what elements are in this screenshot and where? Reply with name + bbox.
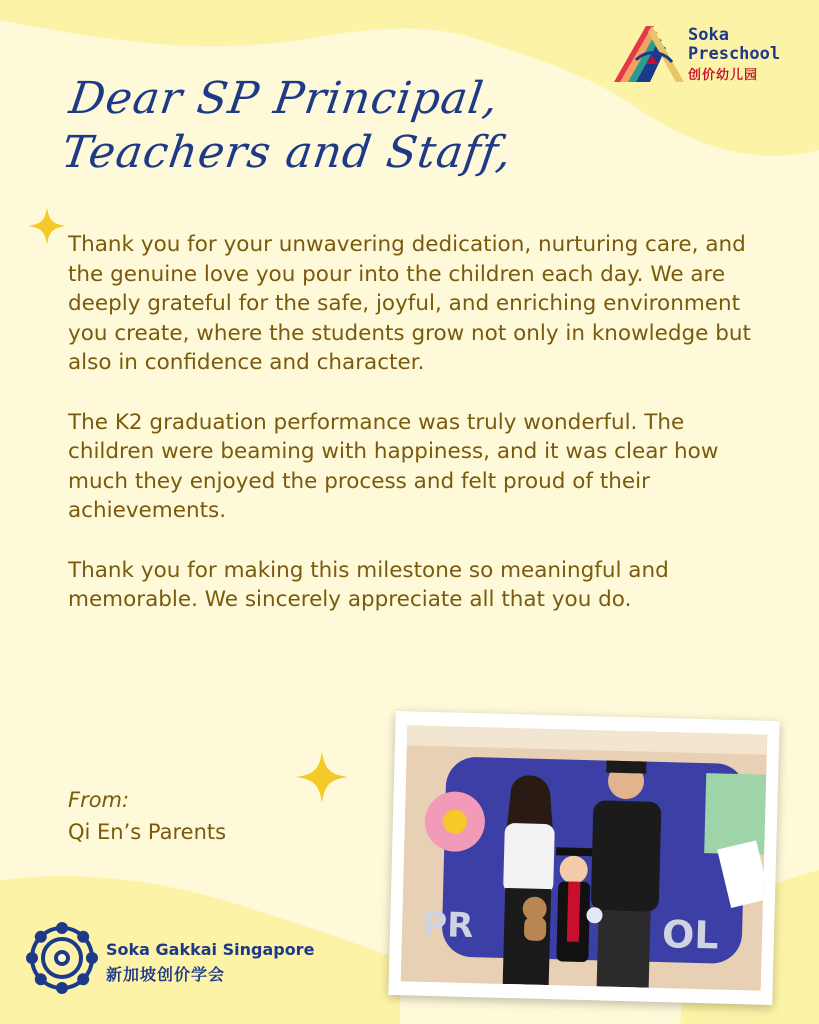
letter-paragraph-3: Thank you for making this milestone so meaningful and memorable. We sincerely appreciate all that you do. [68, 557, 669, 612]
from-label: From: [68, 788, 130, 812]
soka-gakkai-logo-icon [26, 922, 98, 994]
salutation-line-1: Dear SP Principal, [66, 73, 502, 124]
family-graduation-photo [401, 725, 768, 990]
soka-gakkai-name: Soka Gakkai Singapore [106, 940, 315, 959]
letter-paragraph-2: The K2 graduation performance was truly wonderful. The children were beaming with happiness, and it was clear how much they enjoyed the process and felt proud of their achievements. [68, 409, 719, 523]
letter-body [68, 230, 768, 645]
salutation [58, 72, 523, 179]
sparkle-star-icon [296, 750, 348, 804]
salutation-line-2: Teachers and Staff, [58, 126, 516, 178]
sparkle-star-icon [28, 206, 66, 246]
soka-preschool-chinese-name: 创价幼儿园 [688, 68, 759, 83]
svg-text:PR: PR [421, 904, 474, 947]
soka-preschool-name: Soka Preschool [688, 25, 781, 64]
from-name: Qi En’s Parents [68, 820, 227, 844]
letter-paragraph-1: Thank you for your unwavering dedication, nurturing care, and the genuine love you pour into the children each day. We are deeply grateful for the safe, joyful, and enriching environment you create, where the students grow not only in knowledge but also in confidence and character. [68, 232, 751, 375]
soka-gakkai-chinese-name: 新加坡创价学会 [106, 965, 226, 984]
svg-text:OL: OL [661, 912, 720, 958]
photo-frame [388, 711, 779, 1005]
